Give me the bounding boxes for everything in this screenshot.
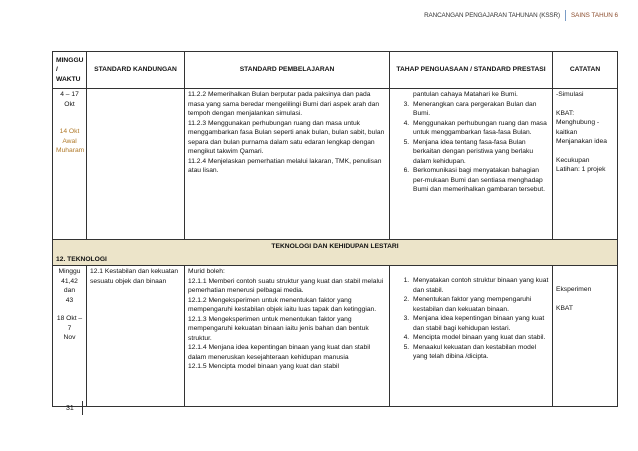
page-number: 31: [66, 404, 74, 412]
performance-item: 6. Berkomunikasi bagi menyatakan bahagian per-mukaan Bumi dan sentiasa menghadap Bumi dan memerihalkan gambaran tersebut.: [411, 166, 549, 195]
table-row: [53, 89, 618, 240]
learning-standard-cell: [185, 266, 390, 407]
content-standard-text: 12.1 Kestabilan dan kekuatan sesuatu objek dan binaan: [90, 268, 179, 285]
performance-cell: [390, 266, 553, 407]
week-cell: [53, 266, 87, 407]
col-header-learning-standard: STANDARD PEMBELAJARAN: [185, 52, 390, 89]
col-header-week: MINGGU / WAKTU: [53, 52, 87, 89]
table-header-row: [53, 52, 618, 89]
note-item: -Simulasi: [556, 91, 584, 98]
col-header-notes: CATATAN: [553, 52, 618, 89]
performance-item: 4. Menggunakan perhubungan ruang dan masa untuk menggambarkan fasa-fasa Bulan.: [411, 119, 549, 138]
col-header-performance: TAHAP PENGUASAAN / STANDARD PRESTASI: [390, 52, 553, 89]
holiday-name-2: Muharam: [56, 147, 85, 155]
page-header: [424, 10, 618, 21]
content-standard-cell: [87, 89, 185, 240]
note-item: Kecukupan Latihan: 1 projek: [556, 156, 606, 174]
lesson-plan-table: [52, 51, 618, 407]
week-text: Minggu: [58, 268, 81, 276]
performance-item: 1. Menyatakan contoh struktur binaan yang kuat dan stabil.: [411, 276, 549, 295]
week-text: 43: [65, 296, 74, 304]
performance-cell: [390, 89, 553, 240]
holiday-date: 14 Okt: [59, 128, 80, 136]
notes-cell: [553, 266, 618, 407]
table-row: [53, 266, 618, 407]
holiday-name-1: Awal: [62, 137, 77, 145]
performance-continuation: pantulan cahaya Matahari ke Bumi.: [413, 91, 518, 98]
learning-standard-item: 12.1.4 Menjana idea kepentingan binaan yang kuat dan stabil dalam meneruskan kesejahteraan kehidupan manusia: [188, 344, 371, 361]
footer-divider: [82, 401, 83, 415]
learning-standard-item: 12.1.2 Mengeksperimen untuk menentukan faktor yang mempengaruhi kestabilan objek iaitu luas tapak dan ketinggian.: [188, 296, 377, 314]
section-title: 12. TEKNOLOGI: [56, 255, 107, 263]
note-item: Eksperimen: [556, 286, 592, 294]
learning-standard-item: 12.1.5 Mencipta model binaan yang kuat dan stabil: [188, 363, 339, 371]
document-title: RANCANGAN PENGAJARAN TAHUNAN (KSSR): [424, 12, 560, 19]
col-header-content-standard: STANDARD KANDUNGAN: [87, 52, 185, 89]
note-item: KBAT: [556, 304, 573, 312]
learning-standard-item: 11.2.3 Menggunakan perhubungan ruang dan masa untuk menggambarkan fasa Bulan seperti anak bulan, bulan sabit, bulan separa dan bulan purnama dalam satu edaran lengkap dengan mengikut takwim Qamari.: [188, 119, 385, 156]
performance-item: 4. Mencipta model binaan yang kuat dan stabil.: [411, 333, 549, 343]
learning-standard-item: 12.1.3 Mengeksperimen untuk menentukan faktor yang mempengaruhi kekuatan binaan iaitu jenis bahan dan bentuk struktur.: [188, 315, 369, 342]
theme-title: TEKNOLOGI DAN KEHIDUPAN LESTARI: [53, 240, 617, 252]
performance-item: 5. Menjana idea tentang fasa-fasa Bulan berkaitan dengan peristiwa yang berlaku dalam kehidupan.: [411, 138, 549, 167]
learning-intro: Murid boleh:: [188, 268, 225, 276]
page-footer: [66, 401, 83, 415]
week-text: 41,42 dan: [61, 277, 78, 295]
week-date: 18 Okt – 7: [56, 315, 83, 332]
week-cell: [53, 89, 87, 240]
week-text: 4 – 17 Okt: [60, 91, 79, 108]
content-standard-cell: [87, 266, 185, 407]
week-date: Nov: [63, 334, 76, 342]
notes-cell: [553, 89, 618, 240]
header-divider: [565, 10, 566, 21]
learning-standard-item: 11.2.2 Memerihalkan Bulan berputar pada paksinya dan pada masa yang sama beredar mengelilingi Bumi dari aspek arah dan tempoh dengan menjalankan simulasi.: [188, 91, 380, 118]
performance-item: 3. Menjana idea kepentingan binaan yang kuat dan stabil bagi kehidupan lestari.: [411, 314, 549, 333]
performance-item: 5. Menaakul kekuatan dan kestabilan model yang telah dibina /dicipta.: [411, 343, 549, 362]
learning-standard-cell: [185, 89, 390, 240]
note-item: KBAT: Menghubung -kaitkan Menjanakan idea: [556, 109, 607, 146]
performance-item: 2. Menentukan faktor yang mempengaruhi kestabilan dan kekuatan binaan.: [411, 295, 549, 314]
learning-standard-item: 12.1.1 Memberi contoh suatu struktur yang kuat dan stabil melalui pemerhatian menerusi pelbagai media.: [188, 277, 384, 295]
performance-item: 3. Menerangkan cara pergerakan Bulan dan Bumi.: [411, 100, 549, 119]
learning-standard-item: 11.2.4 Menjelaskan pemerhatian melalui lakaran, TMK, penulisan atau lisan.: [188, 157, 382, 175]
theme-row: [53, 240, 618, 266]
subject-title: SAINS TAHUN 6: [570, 12, 618, 19]
